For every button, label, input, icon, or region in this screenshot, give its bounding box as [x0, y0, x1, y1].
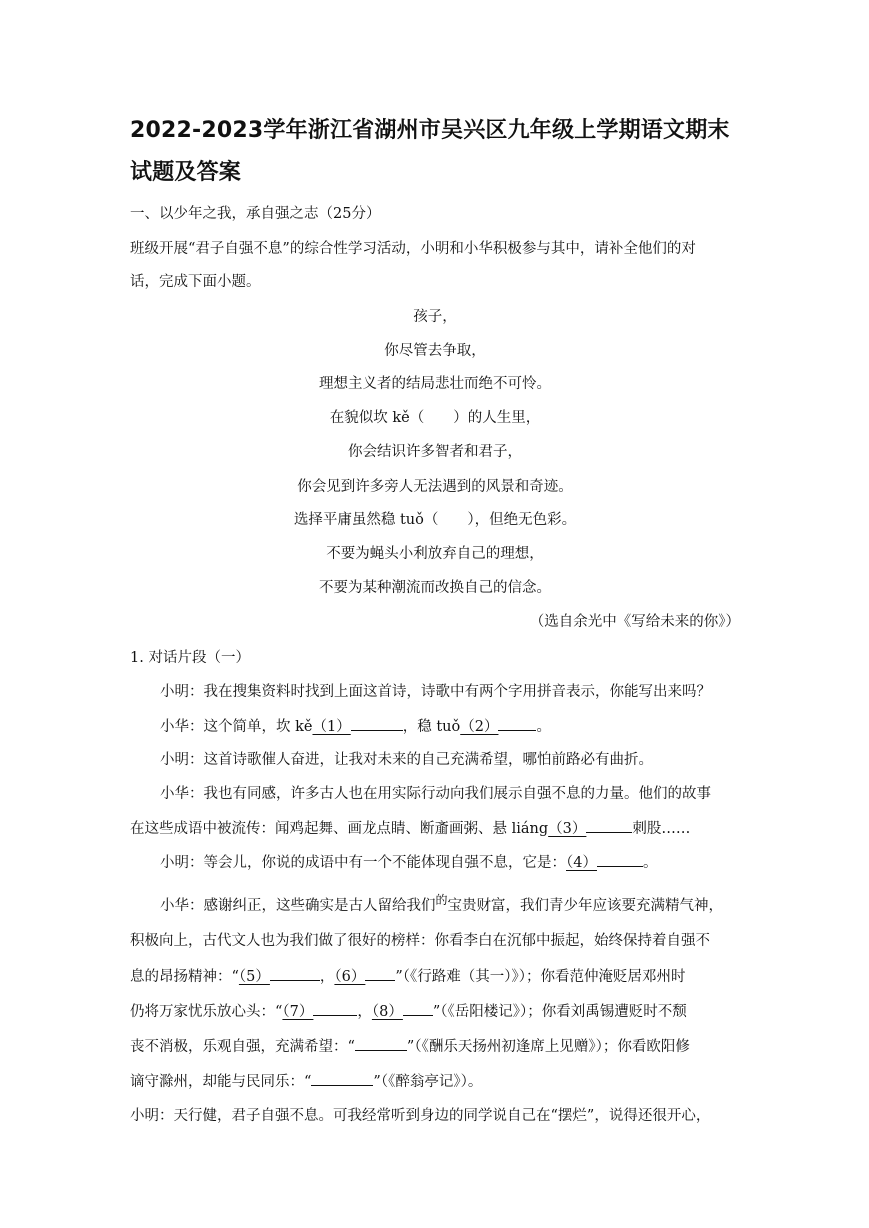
- dialogue-text: ，稳 tuǒ: [402, 719, 461, 735]
- section-heading: 一、以少年之我，承自强之志（25分）: [130, 206, 381, 222]
- poem-line: 孩子，: [413, 309, 457, 325]
- answer-blank-6: （6）: [334, 969, 366, 985]
- dialogue-line: 小明：这首诗歌催人奋进，让我对未来的自己充满希望，哪怕前路必有曲折。: [160, 752, 653, 768]
- dialogue-line: [130, 1001, 750, 1022]
- blank-line: [597, 852, 643, 867]
- dialogue-line: [160, 893, 780, 916]
- blank-line: [586, 818, 632, 833]
- dialogue-text: ”（《酬乐天扬州初逢席上见赠》）；你看欧阳修: [406, 1039, 690, 1055]
- dialogue-text: 谪守滁州，却能与民同乐：“: [130, 1074, 312, 1090]
- blank-line: [365, 966, 395, 981]
- blank-line: [313, 1001, 357, 1016]
- answer-blank-3: （3）: [548, 821, 587, 837]
- dialogue-text: 小明：等会儿，你说的成语中有一个不能体现自强不息，它是：: [160, 855, 566, 871]
- blank-line: [270, 966, 320, 981]
- dialogue-text: ”（《岳阳楼记》）；你看刘禹锡遭贬时不颓: [432, 1004, 687, 1020]
- dialogue-line: [130, 966, 750, 987]
- answer-blank-1: （1）: [312, 719, 351, 735]
- dialogue-text: 在这些成语中被流传：闻鸡起舞、画龙点睛、断齑画粥、悬 liáng: [130, 821, 549, 837]
- answer-blank-2: （2）: [460, 719, 499, 735]
- dialogue-text: 小华：感谢纠正，这些确实是古人留给我们: [160, 898, 436, 914]
- poem-line: 不要为蝇头小利放弃自己的理想，: [326, 546, 544, 562]
- dialogue-text: ，: [357, 1004, 372, 1020]
- blank-line: [351, 716, 403, 731]
- dialogue-text: ”（《行路难（其一）》）；你看范仲淹贬居邓州时: [395, 969, 686, 985]
- answer-blank-8: （8）: [371, 1004, 403, 1020]
- blank-line: [355, 1036, 407, 1051]
- dialogue-text: 刺股……: [632, 821, 691, 837]
- dialogue-line: [160, 716, 780, 737]
- dialogue-text: 小华：这个简单，坎 kě: [160, 719, 313, 735]
- dialogue-line: [130, 1071, 750, 1092]
- document-title-line1: 2022-2023学年浙江省湖州市吴兴区九年级上学期语文期末: [130, 118, 730, 143]
- poem-source: （选自余光中《写给未来的你》）: [529, 614, 740, 630]
- poem-line: 你会见到许多旁人无法遇到的风景和奇迹。: [297, 479, 573, 495]
- question-heading: 1. 对话片段（一）: [130, 650, 250, 666]
- poem-line: 选择平庸虽然稳 tuǒ（ ），但绝无色彩。: [293, 512, 577, 528]
- answer-blank-4: （4）: [566, 855, 597, 871]
- poem-line: 不要为某种潮流而改换自己的信念。: [319, 580, 551, 596]
- answer-blank-7: （7）: [282, 1004, 314, 1020]
- blank-line: [498, 716, 536, 731]
- dialogue-line: 积极向上，古代文人也为我们做了很好的榜样：你看李白在沉郁中振起，始终保持着自强不: [130, 933, 710, 949]
- dialogue-text: 。: [642, 855, 658, 871]
- dialogue-text: ，: [319, 969, 335, 985]
- blank-line: [403, 1001, 433, 1016]
- intro-line-1: 班级开展“君子自强不息”的综合性学习活动，小明和小华积极参与其中，请补全他们的对: [130, 241, 696, 257]
- blank-line: [311, 1071, 373, 1086]
- poem-line: 你会结识许多智者和君子，: [348, 444, 522, 460]
- intro-line-2: 话，完成下面小题。: [130, 274, 261, 290]
- dialogue-text: 仍将万家忧乐放心头：“: [130, 1004, 283, 1020]
- dialogue-line: 小华：我也有同感，许多古人也在用实际行动向我们展示自强不息的力量。他们的故事: [160, 786, 711, 802]
- poem-line: 你尽管去争取，: [384, 343, 486, 359]
- dialogue-line: 小明：天行健，君子自强不息。可我经常听到身边的同学说自己在“摆烂”，说得还很开心，: [130, 1108, 711, 1124]
- poem-line: 在貌似坎 kě（ ）的人生里，: [329, 410, 541, 426]
- document-title-line2: 试题及答案: [130, 160, 242, 185]
- poem-line: 理想主义者的结局悲壮而绝不可怜。: [319, 376, 551, 392]
- answer-blank-5: （5）: [238, 969, 270, 985]
- dialogue-line: [130, 1036, 750, 1057]
- dialogue-text: 丧不消极，乐观自强，充满希望：“: [130, 1039, 355, 1055]
- dialogue-line: 小明：我在搜集资料时找到上面这首诗，诗歌中有两个字用拼音表示，你能写出来吗？: [160, 684, 711, 700]
- dialogue-line: [160, 852, 780, 873]
- superscript-char: 的: [435, 893, 448, 907]
- dialogue-line: [130, 818, 750, 839]
- dialogue-text: 息的昂扬精神：“: [130, 969, 239, 985]
- dialogue-text: 宝贵财富，我们青少年应该要充满精气神，: [447, 898, 724, 914]
- dialogue-text: 。: [536, 719, 551, 735]
- dialogue-text: ”（《醉翁亭记》）。: [373, 1074, 483, 1090]
